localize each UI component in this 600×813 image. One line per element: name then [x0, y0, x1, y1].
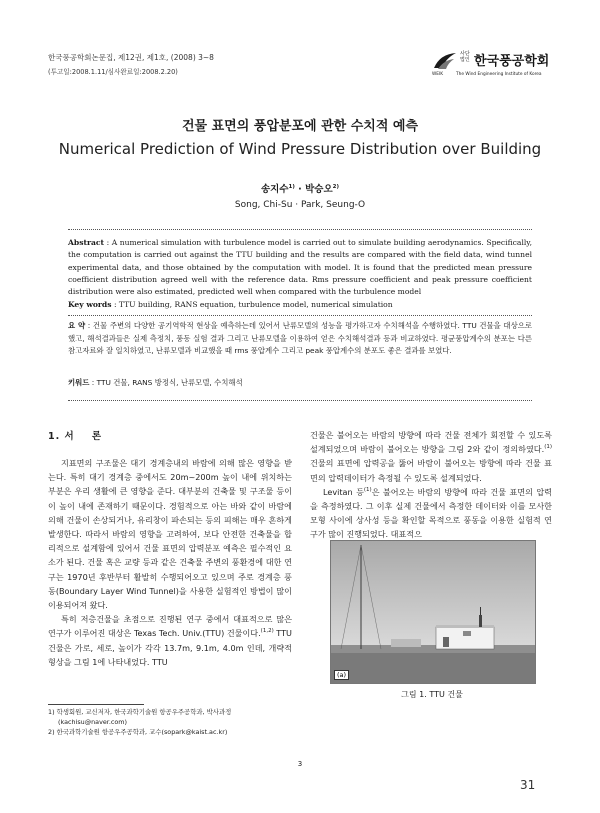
title-english: Numerical Prediction of Wind Pressure Distribution over Building [58, 140, 542, 158]
left-p2-ref: (1,2) [260, 628, 274, 635]
title-korean: 건물 표면의 풍압분포에 관한 수치적 예측 [181, 119, 419, 134]
authors-korean [0, 181, 600, 195]
author-1: 송지수 [261, 184, 289, 195]
left-paragraph-2 [48, 612, 292, 669]
page-number: 31 [520, 778, 536, 792]
footnote-rule [48, 704, 144, 705]
journal-citation: 한국풍공학회논문집, 제12권, 제1호, (2008) 3~8 [48, 53, 214, 62]
keywords-label: Key words [68, 300, 112, 309]
abstract-label: Abstract [68, 238, 105, 247]
keywords-ko-text: : TTU 건물, RANS 방정식, 난류모델, 수치해석 [91, 378, 243, 387]
section-heading: 1. 서 론 [48, 431, 103, 442]
logo-name: 한국풍공학회 [474, 54, 550, 69]
right-p2-a: Levitan 등 [323, 486, 364, 497]
footnote-2: 2) 한국과학기술원 항공우주공학과, 교수(sopark@kaist.ac.kr) [48, 728, 228, 736]
left-p2-a: 특히 저층건물을 초점으로 진행된 연구 중에서 대표적으로 많은 연구가 이루어진 대상은 Texas Tech. Univ.(TTU) 건물이다. [48, 614, 292, 639]
author-2: 박승오 [305, 184, 333, 195]
page-center-number: 3 [297, 760, 303, 768]
figure-caption: 그림 1. TTU 건물 [401, 690, 463, 699]
society-logo [432, 50, 562, 76]
author-1-sup: 1) [288, 184, 295, 190]
keywords-korean [68, 377, 532, 389]
keywords [68, 299, 532, 311]
received-dates: (투고일:2008.1.11/심사완료일:2008.2.20) [48, 68, 178, 76]
logo-abbr: WEIK [432, 72, 444, 77]
left-paragraph-1: 지표면의 구조물은 대기 경계층내의 바람에 의해 많은 영향을 받는다. 특히 대기 경계층 중에서도 20m~200m 높이 내에 위치하는 부분은 우리 생활에 큰 영향을 준다. 대부분의 건축물 및 구조물 등이 이 높이 내에 존재하기 때문이다. 경험적으로 아는 바와 같이 바람에 의해 건물이 손상되거나, 유리창이 파손되는 등의 피해는 매우 흔하게 발생한다. 따라서 바람의 영향을 고려하여, 보다 안전한 건축물을 합리적으로 설계함에 있어서 건물 표면의 압력분포 예측은 필수적인 요소가 된다. 건물 혹은 교량 등과 같은 건축물 주변의 풍환경에 대한 연구는 1970년 후반부터 활발히 수행되어오고 있으며 주로 경계층 풍동(Boundary Layer Wind Tunnel)을 사용한 실험적인 방법이 많이 이용되어져 왔다. [48, 458, 292, 611]
author-2-sup: 2) [332, 184, 339, 190]
society-logo-icon [432, 50, 458, 72]
abstract-bottom-rule [68, 400, 532, 401]
ttu-building-photo [330, 540, 536, 684]
abstract [68, 237, 532, 298]
left-p2-b: TTU 건물은 가로, 세로, 높이가 각각 13.7m, 9.1m, 4.0m 인데, 개략적 형상을 그림 1에 나타내었다. TTU [48, 628, 292, 667]
right-p2-b: 은 불어오는 바람의 방향에 따라 건물 표면의 압력을 측정하였다. 그 이후 실제 건물에서 측정한 데이터와 이를 모사한 모형 사이에 상사성 등을 확인할 목적으로 풍동을 이용한 실험적 연구가 많이 진행되었다. 대표적으 [310, 486, 552, 540]
abstract-top-rule [68, 229, 532, 230]
summary-label: 요 약 [68, 321, 86, 330]
left-column [48, 456, 292, 669]
right-p1-a: 건물은 불어오는 바람의 방향에 따라 건물 전체가 회전할 수 있도록 설계되었으며 바람이 불어오는 방향을 그림 2와 같이 정의하였다. [310, 430, 552, 455]
right-paragraph-1 [310, 428, 552, 485]
authors-english: Song, Chi-Su · Park, Seung-O [234, 200, 366, 210]
right-column [310, 428, 552, 542]
footnotes [48, 707, 298, 737]
figure-panel-label: (a) [334, 670, 349, 680]
keywords-text: : TTU building, RANS equation, turbulence model, numerical simulation [113, 300, 393, 309]
right-p1-b: 건물의 표면에 압력공을 뚫어 바람이 불어오는 방향에 따라 건물 표면의 압력데이터가 측정될 수 있도록 설계되었다. [310, 458, 552, 483]
logo-small-text: 사단 법인 [460, 51, 470, 63]
right-p2-ref: (1) [363, 486, 372, 493]
footnote-1: 1) 학생회원, 교신저자, 한국과학기술원 항공우주공학과, 박사과정 [48, 708, 232, 716]
abstract-text: : A numerical simulation with turbulence model is carried out to simulate building aerodynamics. Specifically, the computation is carried out against the TTU building and the results are compared with the field data, wind tunnel experimental data, and those obtained by the computation with model. It is found that the predicted mean pressure coefficient distribution agreed well with the reference data. Rms pressure coefficient and peak pressure coefficient distribution were also estimated, predicted well when compared with the turbulence model [68, 238, 532, 297]
right-paragraph-2 [310, 485, 552, 542]
abstract-mid-rule [68, 315, 532, 316]
logo-english: The Wind Engineering Institute of Korea [456, 72, 542, 77]
author-separator: · [294, 184, 306, 195]
summary-korean [68, 320, 532, 358]
ttu-building-image [331, 541, 535, 683]
right-p1-ref: (1) [544, 444, 552, 451]
footnote-1-email: (kachisu@naver.com) [58, 718, 128, 726]
keywords-ko-label: 키워드 [68, 378, 90, 387]
summary-text: : 건물 주변의 다양한 공기역학적 현상을 예측하는데 있어서 난류모델의 성능을 평가하고자 수치해석을 수행하였다. TTU 건물을 대상으로 했고, 해석결과들은 실제 측정치, 풍동 실험 결과 그리고 난류모델을 이용하여 얻은 수치해석결과 등과 비교하였다. 평균풍압계수의 분포는 다른 참고자료와 잘 일치하였고, 난류모델과 비교했을 때 rms 풍압계수 그리고 peak 풍압계수의 분포도 좋은 결과를 보였다. [68, 321, 532, 356]
